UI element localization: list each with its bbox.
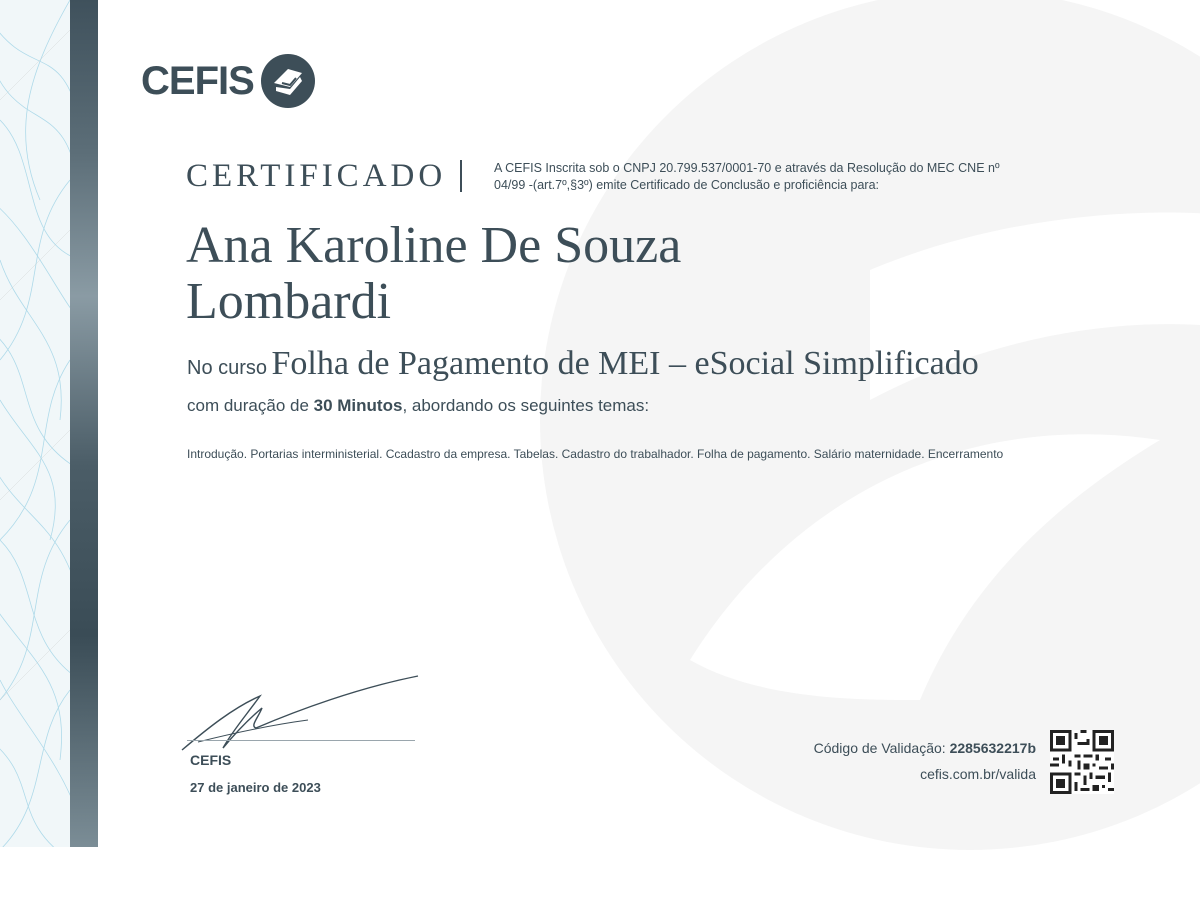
signature-line — [187, 740, 415, 741]
recipient-name-line2: Lombardi — [186, 273, 392, 330]
signer-name: CEFIS — [190, 752, 232, 768]
cefis-logo — [141, 52, 316, 110]
side-band — [70, 0, 98, 847]
recipient-name-line1: Ana Karoline De Souza — [186, 217, 682, 274]
course-title: Folha de Pagamento de MEI – eSocial Simplificado — [271, 345, 979, 382]
validation-block — [814, 740, 1036, 782]
signature-image — [178, 668, 428, 763]
validation-url[interactable]: cefis.com.br/valida — [920, 766, 1036, 782]
issue-date: 27 de janeiro de 2023 — [190, 780, 321, 795]
duration-line — [187, 396, 649, 416]
book-circle-icon — [260, 53, 316, 109]
decorative-pattern — [0, 0, 70, 847]
heading-divider — [460, 160, 462, 192]
course-line — [187, 345, 979, 383]
validation-code: 2285632217b — [949, 740, 1036, 756]
certificate-heading: CERTIFICADO — [186, 158, 447, 194]
certificate-intro: A CEFIS Inscrita sob o CNPJ 20.799.537/0001-70 e através da Resolução do MEC CNE nº 04/99 -(art.7º,§3º) emite Certificado de Conclusão e proficiência para: — [494, 161, 1000, 192]
logo-text: CEFIS — [141, 58, 254, 103]
course-prefix: No curso — [187, 357, 268, 379]
recipient-name — [186, 218, 886, 330]
duration-suffix: , abordando os seguintes temas: — [402, 396, 650, 415]
course-topics: Introdução. Portarias interministerial. Ccadastro da empresa. Tabelas. Cadastro do trabalhador. Folha de pagamento. Salário maternidade. Encerramento — [187, 447, 1004, 461]
duration-value: 30 Minutos — [313, 396, 403, 415]
validation-label: Código de Validação: — [813, 740, 946, 756]
duration-prefix: com duração de — [187, 396, 309, 415]
qr-code[interactable] — [1050, 730, 1114, 794]
